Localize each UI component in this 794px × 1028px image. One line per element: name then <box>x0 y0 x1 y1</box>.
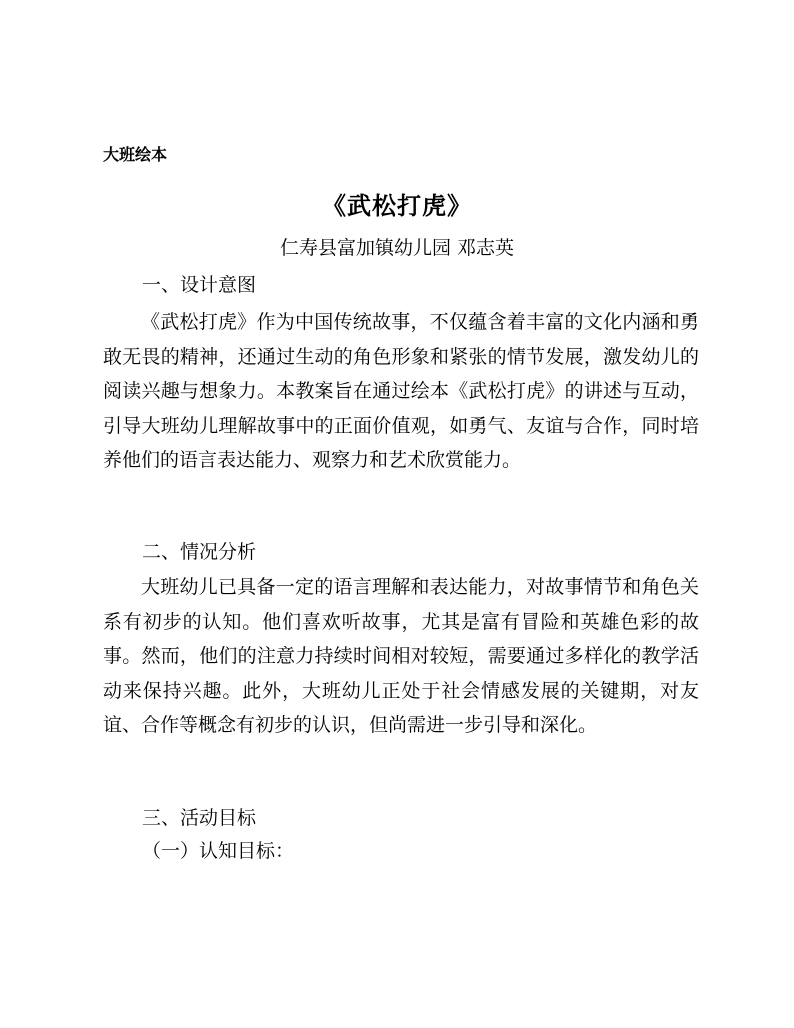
section-heading-design-intent: 一、设计意图 <box>142 274 257 296</box>
section-paragraph-design-intent: 《武松打虎》作为中国传统故事，不仅蕴含着丰富的文化内涵和勇敢无畏的精神，还通过生动的角色形象和紧张的情节发展，激发幼儿的阅读兴趣与想象力。本教案旨在通过绘本《武松打虎》的讲述与互动，引导大班幼儿理解故事中的正面价值观，如勇气、友谊与合作，同时培养他们的语言表达能力、观察力和艺术欣赏能力。 <box>103 311 699 471</box>
section-paragraph-situation-analysis: 大班幼儿已具备一定的语言理解和表达能力，对故事情节和角色关系有初步的认知。他们喜欢听故事，尤其是富有冒险和英雄色彩的故事。然而，他们的注意力持续时间相对较短，需要通过多样化的教学活动来保持兴趣。此外，大班幼儿正处于社会情感发展的关键期，对友谊、合作等概念有初步的认识，但尚需进一步引导和深化。 <box>103 576 699 736</box>
section-subheading-cognitive-goals: （一）认知目标： <box>142 840 295 862</box>
section-heading-activity-goals: 三、活动目标 <box>142 807 257 829</box>
document-title: 《武松打虎》 <box>322 192 472 220</box>
section-heading-situation-analysis: 二、情况分析 <box>142 541 257 563</box>
document-author: 仁寿县富加镇幼儿园 邓志英 <box>279 237 515 259</box>
document-category: 大班绘本 <box>103 145 168 164</box>
